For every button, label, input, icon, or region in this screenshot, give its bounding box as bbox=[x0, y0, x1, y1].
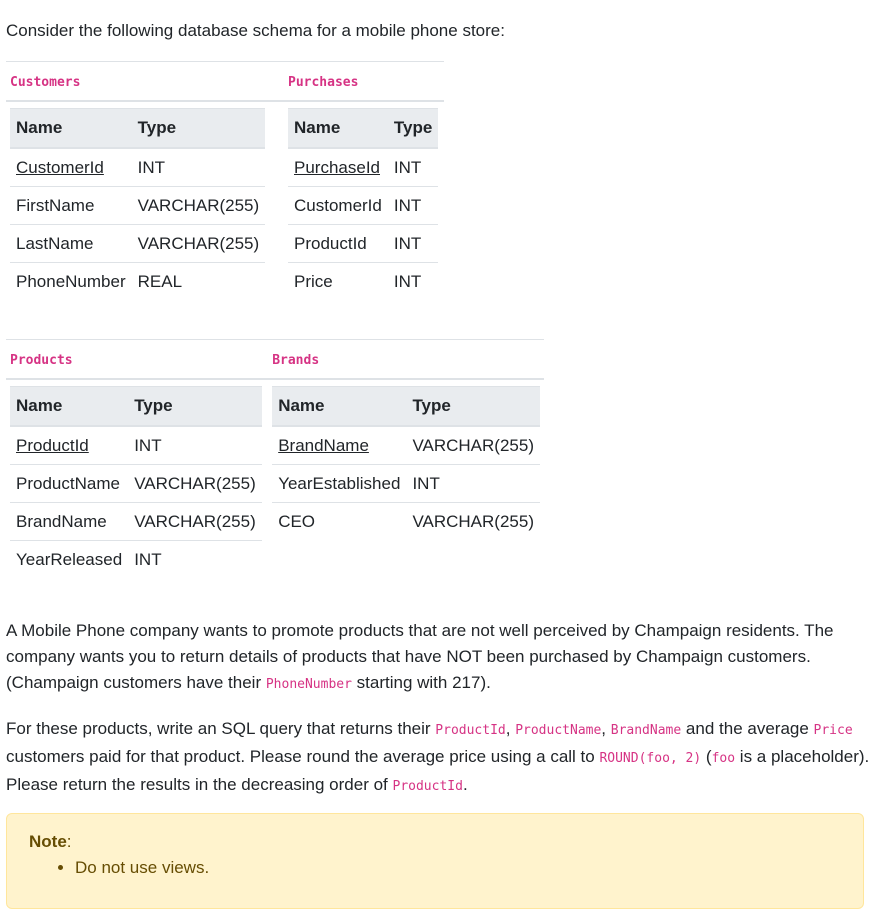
inline-code: Price bbox=[813, 723, 853, 738]
brands-title: Brands bbox=[272, 353, 320, 368]
column-name: ProductId bbox=[288, 225, 388, 263]
table-row bbox=[10, 187, 265, 225]
table-row bbox=[272, 503, 540, 541]
table-row bbox=[10, 541, 262, 579]
table-row bbox=[272, 465, 540, 503]
column-type: INT bbox=[388, 225, 438, 263]
column-name: YearEstablished bbox=[272, 465, 406, 503]
column-type: REAL bbox=[137, 271, 183, 291]
col-type-header: Type bbox=[388, 109, 438, 149]
brands-heading bbox=[268, 340, 544, 380]
column-type: VARCHAR(255) bbox=[132, 225, 266, 263]
schema-bottom bbox=[6, 339, 544, 578]
inline-code: ROUND(foo, 2) bbox=[599, 751, 702, 766]
inline-code: ProductName bbox=[515, 723, 602, 738]
table-row bbox=[272, 426, 540, 465]
products-heading bbox=[6, 340, 268, 380]
inline-code: PhoneNumber bbox=[265, 677, 352, 692]
column-type: INT bbox=[128, 426, 262, 465]
column-name: BrandName bbox=[10, 503, 128, 541]
column-name: BrandName bbox=[272, 426, 406, 465]
inline-code: BrandName bbox=[610, 723, 682, 738]
purchases-table bbox=[288, 108, 438, 300]
col-name-header: Name bbox=[272, 387, 406, 427]
column-type: VARCHAR(255) bbox=[128, 503, 262, 541]
note-list bbox=[29, 856, 841, 880]
note-box bbox=[6, 813, 864, 909]
column-type: INT bbox=[388, 148, 438, 187]
table-row bbox=[10, 426, 262, 465]
column-type: INT bbox=[388, 187, 438, 225]
table-row bbox=[10, 503, 262, 541]
column-type: VARCHAR(255) bbox=[406, 426, 540, 465]
table-row bbox=[288, 148, 438, 187]
column-name: LastName bbox=[10, 225, 132, 263]
purchases-title: Purchases bbox=[288, 75, 359, 90]
inline-code: ProductId bbox=[435, 723, 506, 738]
column-type: VARCHAR(255) bbox=[412, 511, 534, 531]
column-name: YearReleased bbox=[16, 549, 123, 569]
table-row bbox=[10, 465, 262, 503]
col-name-header: Name bbox=[10, 109, 132, 149]
column-type: VARCHAR(255) bbox=[128, 465, 262, 503]
table-row bbox=[10, 263, 265, 301]
products-table bbox=[10, 386, 262, 578]
column-type: INT bbox=[406, 465, 540, 503]
table-row bbox=[288, 263, 438, 301]
products-title: Products bbox=[10, 353, 73, 368]
column-name: CustomerId bbox=[10, 148, 132, 187]
table-row bbox=[10, 148, 265, 187]
table-row bbox=[288, 187, 438, 225]
purchases-heading bbox=[284, 62, 444, 102]
column-type: VARCHAR(255) bbox=[132, 187, 266, 225]
note-header: Note: bbox=[29, 832, 72, 851]
column-type: INT bbox=[132, 148, 266, 187]
column-name: PurchaseId bbox=[288, 148, 388, 187]
note-title: Note bbox=[29, 832, 67, 851]
col-type-header: Type bbox=[406, 387, 540, 427]
column-name: FirstName bbox=[10, 187, 132, 225]
problem-paragraph: A Mobile Phone company wants to promote products that are not well perceived by Champaign residents. The company wants you to return details of products that have NOT been purchased by Champaign customers. (Champaign customers have their PhoneNumber starting with 217). bbox=[6, 621, 834, 692]
inline-code: ProductId bbox=[392, 779, 463, 794]
intro-text: Consider the following database schema for a mobile phone store: bbox=[6, 21, 505, 40]
column-type: INT bbox=[134, 549, 162, 569]
inline-code: foo bbox=[711, 751, 736, 766]
col-type-header: Type bbox=[132, 109, 266, 149]
customers-table bbox=[10, 108, 265, 300]
column-name: ProductName bbox=[10, 465, 128, 503]
table-row bbox=[10, 225, 265, 263]
column-name: PhoneNumber bbox=[16, 271, 126, 291]
col-name-header: Name bbox=[10, 387, 128, 427]
column-name: CEO bbox=[278, 511, 316, 531]
brands-table bbox=[272, 386, 540, 540]
task-paragraph: For these products, write an SQL query that returns their ProductId, ProductName, BrandName and the average Price customers paid for that product. Please round the average price using a call to ROUND(foo, 2) (foo is a placeholder). Please return the results in the decreasing order of ProductId. bbox=[6, 719, 870, 794]
column-type: INT bbox=[393, 271, 422, 291]
col-type-header: Type bbox=[128, 387, 262, 427]
table-row bbox=[288, 225, 438, 263]
schema-top bbox=[6, 61, 444, 300]
column-name: ProductId bbox=[10, 426, 128, 465]
column-name: Price bbox=[294, 271, 333, 291]
customers-title: Customers bbox=[10, 75, 81, 90]
col-name-header: Name bbox=[288, 109, 388, 149]
list-item: • Do not use views. bbox=[75, 856, 841, 880]
customers-heading bbox=[6, 62, 284, 102]
column-name: CustomerId bbox=[288, 187, 388, 225]
